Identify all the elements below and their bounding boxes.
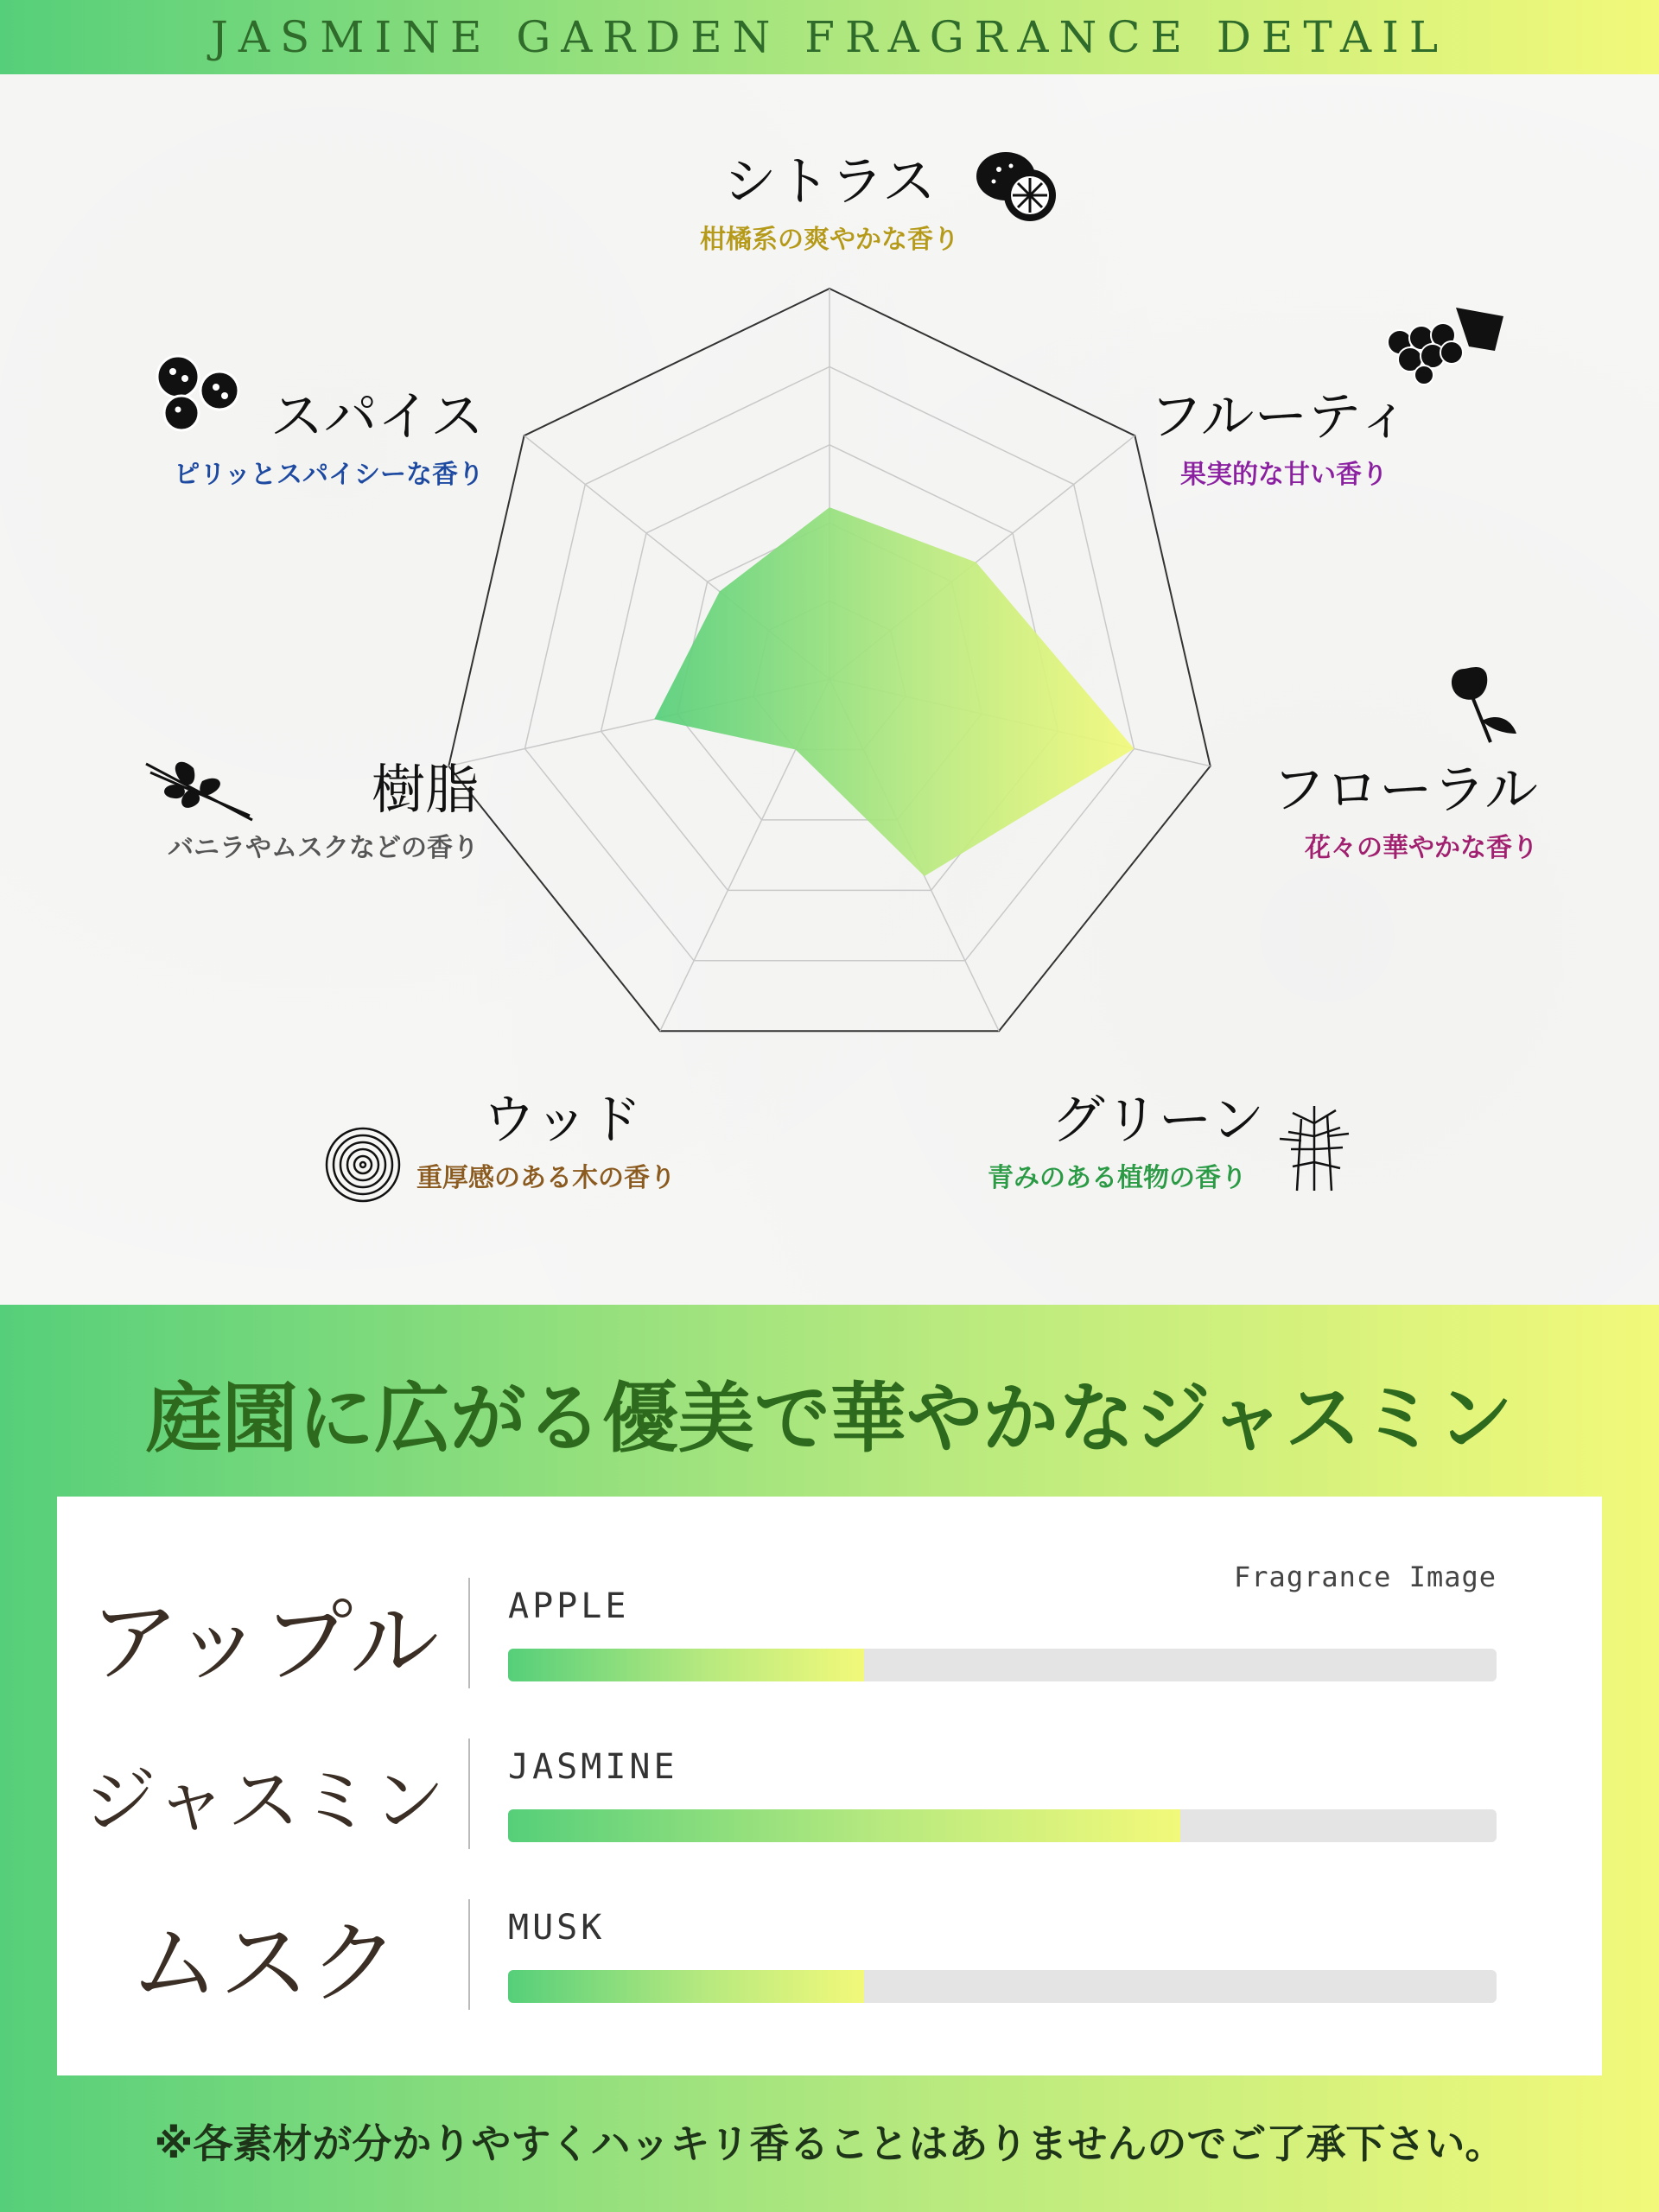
- axis-label-green: [959, 1090, 1305, 1194]
- axis-desc: ピリッとスパイシーな香り: [174, 460, 484, 491]
- note-name-en: MUSK: [508, 1908, 606, 1948]
- axis-desc: バニラやムスクなどの香り: [168, 833, 479, 864]
- note-row: [57, 1569, 1602, 1699]
- axis-name: フルーティ: [1149, 385, 1411, 448]
- axis-name: スパイス: [270, 385, 484, 448]
- level-bar-track: [508, 1809, 1497, 1842]
- axis-desc: 柑橘系の爽やかな香り: [700, 225, 959, 256]
- divider: [468, 1578, 470, 1688]
- level-bar-track: [508, 1970, 1497, 2003]
- divider: [468, 1738, 470, 1849]
- level-bar-fill: [508, 1970, 864, 2003]
- grape-icon: [1374, 299, 1512, 385]
- note-name-en: JASMINE: [508, 1747, 678, 1787]
- header-title: JASMINE GARDEN FRAGRANCE DETAIL: [210, 12, 1449, 62]
- axis-desc: 重厚感のある木の香り: [416, 1163, 676, 1194]
- axis-label-wood: [406, 1090, 752, 1194]
- axis-name: シトラス: [722, 149, 937, 213]
- lemon-icon: [969, 143, 1065, 230]
- note-name-jp: ムスク: [129, 1910, 399, 2016]
- axis-desc: 花々の華やかな香り: [1305, 833, 1538, 864]
- axis-name: ウッド: [482, 1088, 642, 1151]
- herb-icon: [1267, 1097, 1362, 1192]
- note-row: [57, 1730, 1602, 1859]
- note-name-jp: ジャスミン: [83, 1758, 446, 1843]
- radar-chart: [0, 74, 1659, 1305]
- card-caption: Fragrance Image: [1234, 1560, 1497, 1593]
- headline: 庭園に広がる優美で華やかなジャスミン: [145, 1373, 1514, 1463]
- vanilla-icon: [142, 755, 254, 824]
- radar-series-area: [654, 507, 1134, 876]
- level-bar-fill: [508, 1809, 1180, 1842]
- footnote: ※各素材が分かりやすくハッキリ香ることはありませんのでご了承下さい。: [154, 2120, 1505, 2167]
- axis-label-fruity: [1149, 387, 1495, 491]
- axis-label-citrus: [657, 149, 1002, 256]
- axis-label-floral: [1253, 760, 1538, 864]
- flower-icon: [1439, 660, 1525, 747]
- note-name-jp: アップル: [89, 1589, 440, 1694]
- axis-name: 樹脂: [371, 758, 479, 821]
- level-bar-fill: [508, 1649, 864, 1681]
- wood-icon: [323, 1125, 403, 1205]
- summary-panel: [0, 1305, 1659, 2212]
- axis-name: フローラル: [1271, 758, 1538, 821]
- axis-desc: 青みのある植物の香り: [988, 1163, 1247, 1194]
- axis-desc: 果実的な甘い香り: [1180, 460, 1388, 491]
- note-row: [57, 1891, 1602, 2020]
- header-banner: [0, 0, 1659, 74]
- pepper-icon: [152, 353, 242, 434]
- note-name-en: APPLE: [508, 1586, 630, 1626]
- divider: [468, 1899, 470, 2010]
- fragrance-card: [57, 1497, 1602, 2075]
- level-bar-track: [508, 1649, 1497, 1681]
- axis-name: グリーン: [1051, 1088, 1265, 1151]
